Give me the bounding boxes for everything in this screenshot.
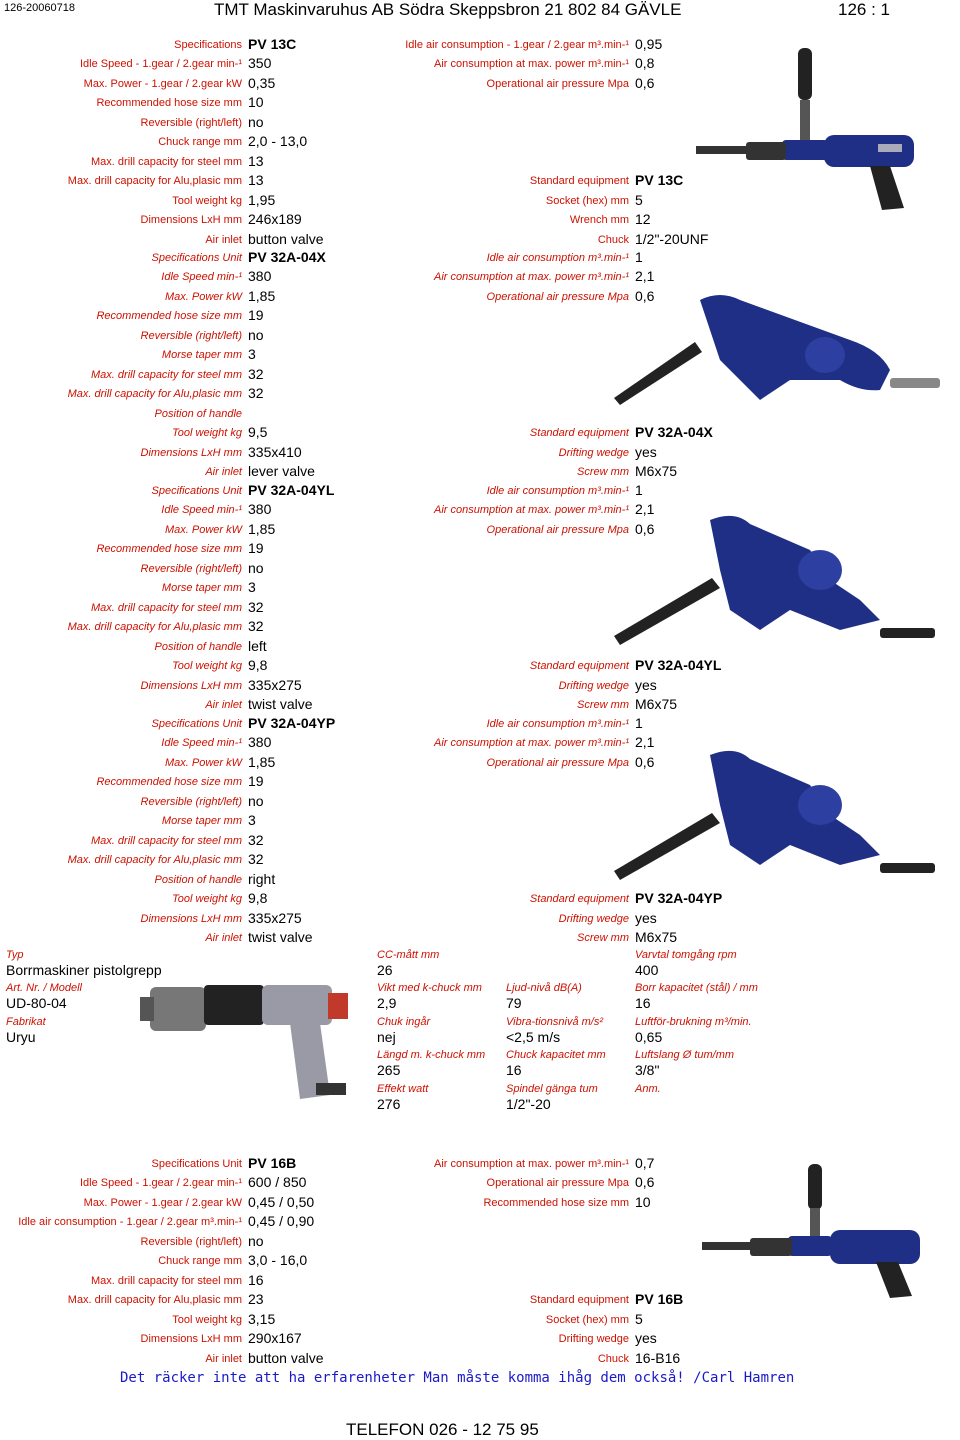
luftslang-label: Luftslang Ø tum/mm [635, 1049, 735, 1061]
pv32yp-spec-label: Reversible (right/left) [140, 795, 242, 808]
pv13c-right-value: 0,8 [635, 55, 655, 72]
anm-label: Anm. [635, 1083, 661, 1095]
pv32x-spec-value: 32 [248, 365, 264, 382]
pv16b-spec-label: Specifications Unit [151, 1158, 242, 1170]
pv32yl-spec-label: Air inlet [205, 698, 242, 711]
pv32yp-spec-label: Specifications Unit [151, 718, 242, 730]
pv32yl-spec-label: Max. drill capacity for steel mm [91, 601, 242, 614]
pv32yp-right-value: 2,1 [635, 734, 655, 751]
pv13c-spec-value: 246x189 [248, 211, 302, 228]
pv16b-right-label: Recommended hose size mm [483, 1196, 629, 1209]
pv13c-right-label: Wrench mm [569, 214, 629, 227]
pv32x-right-value: 1 [635, 249, 643, 265]
pv16b-spec-label: Reversible (right/left) [140, 1235, 242, 1248]
art-value: UD-80-04 [6, 995, 67, 1011]
pv32yl-right-value: yes [635, 676, 657, 693]
pv32yp-spec-value: twist valve [248, 928, 313, 945]
pv32yl-spec-label: Specifications Unit [151, 485, 242, 497]
pv16b-spec-label: Dimensions LxH mm [140, 1333, 242, 1346]
varvtal-label: Varvtal tomgång rpm [635, 949, 737, 961]
pv16b-spec-value: no [248, 1232, 264, 1249]
pv16b-spec-value: 600 / 850 [248, 1174, 307, 1191]
pv13c-right-label: Socket (hex) mm [545, 194, 629, 207]
ljud-label: Ljud-nivå dB(A) [506, 982, 582, 994]
pv32yp-spec-label: Position of handle [154, 873, 242, 886]
varvtal-value: 400 [635, 962, 659, 978]
pv32yl-spec-label: Dimensions LxH mm [140, 679, 242, 692]
pv16b-right-value: 5 [635, 1310, 643, 1327]
pv32x-spec-label: Specifications Unit [151, 252, 242, 264]
pv32yl-right-label: Screw mm [577, 698, 629, 711]
pv32yl-spec-label: Morse taper mm [161, 582, 242, 595]
pv16b-spec-value: 3,15 [248, 1310, 276, 1327]
pv16b-right-value: 16-B16 [635, 1349, 681, 1366]
page-number: 126 : 1 [838, 0, 890, 19]
pv32yp-right-label: Idle air consumption m³.min-¹ [486, 718, 629, 730]
typ-value: Borrmaskiner pistolgrepp [6, 962, 162, 978]
pv13c-spec-label: Reversible (right/left) [140, 116, 242, 129]
typ-label: Typ [6, 949, 24, 961]
pv13c-spec-label: Max. Power - 1.gear / 2.gear kW [83, 77, 242, 90]
pv32x-spec-label: Morse taper mm [161, 349, 242, 362]
pv32yl-right-label: Operational air pressure Mpa [486, 523, 629, 536]
pv32x-right-label: Screw mm [577, 465, 629, 478]
pv32yl-right-value: PV 32A-04YL [635, 657, 722, 674]
chuk-label: Chuk ingår [377, 1016, 431, 1028]
pv32yl-spec-label: Reversible (right/left) [140, 562, 242, 575]
pv32yl-right-value: 0,6 [635, 520, 655, 537]
pv16b-spec-value: 290x167 [248, 1330, 302, 1347]
pv32yp-spec-label: Tool weight kg [172, 893, 242, 906]
pv32yl-spec-label: Position of handle [154, 640, 242, 653]
pv13c-right-value: 12 [635, 211, 651, 228]
pv16b-right-label: Air consumption at max. power m³.min-¹ [434, 1158, 629, 1170]
pv32yl-spec-label: Tool weight kg [172, 660, 242, 673]
pv32yl-right-label: Idle air consumption m³.min-¹ [486, 485, 629, 497]
pv13c-spec-value: no [248, 113, 264, 130]
pv13c-drill-image [690, 40, 960, 215]
pv16b-right-value: 0,7 [635, 1155, 655, 1171]
pv16b-right-value: PV 16B [635, 1291, 684, 1308]
pv13c-right-label: Idle air consumption - 1.gear / 2.gear m³.min-¹ [405, 39, 629, 51]
ljud-value: 79 [506, 995, 522, 1011]
pv13c-spec-label: Max. drill capacity for steel mm [91, 155, 242, 168]
langd-label: Längd m. k-chuck mm [377, 1049, 486, 1061]
pv32x-spec-label: Max. drill capacity for Alu,plasic mm [67, 388, 242, 401]
pv32yp-spec-label: Morse taper mm [161, 815, 242, 828]
pv13c-spec-value: button valve [248, 230, 324, 247]
pv32yl-spec-value: twist valve [248, 695, 313, 712]
pv32yl-spec-label: Max. drill capacity for Alu,plasic mm [67, 621, 242, 634]
pv32yl-spec-value: 335x275 [248, 676, 302, 693]
pv32yp-spec-value: 3 [248, 812, 256, 829]
langd-value: 265 [377, 1062, 401, 1078]
pv32yl-right-value: 1 [635, 482, 643, 498]
pv32x-right-label: Standard equipment [529, 427, 629, 440]
pv16b-spec-value: 16 [248, 1271, 264, 1288]
cc-label: CC-mått mm [377, 949, 440, 961]
pv32x-spec-value: 9,5 [248, 424, 268, 441]
pv13c-spec-value: 1,95 [248, 191, 276, 208]
pv16b-spec-label: Tool weight kg [172, 1313, 242, 1326]
pv32yp-spec-label: Air inlet [205, 931, 242, 944]
pv32x-drill-image [590, 280, 950, 420]
pv16b-right-label: Standard equipment [529, 1294, 629, 1307]
cc-value: 26 [377, 962, 393, 978]
pv16b-right-value: 0,6 [635, 1174, 655, 1191]
pv32yp-spec-label: Recommended hose size mm [96, 776, 242, 789]
ud-80-04-drill-image [140, 975, 360, 1110]
pv32x-spec-label: Dimensions LxH mm [140, 446, 242, 459]
pv13c-spec-label: Recommended hose size mm [96, 97, 242, 110]
pv32yl-spec-value: 3 [248, 579, 256, 596]
luftforbrukning-value: 0,65 [635, 1029, 663, 1045]
pv13c-spec-label: Idle Speed - 1.gear / 2.gear min-¹ [79, 58, 242, 71]
pv13c-spec-label: Air inlet [205, 233, 242, 246]
pv16b-spec-label: Idle air consumption - 1.gear / 2.gear m³.min-¹ [18, 1216, 242, 1229]
pv32yp-spec-label: Max. drill capacity for Alu,plasic mm [67, 854, 242, 867]
pv32yl-right-value: M6x75 [635, 695, 678, 712]
pv32yp-spec-value: right [248, 870, 276, 887]
pv13c-spec-label: Max. drill capacity for Alu,plasic mm [67, 175, 242, 188]
pv32x-spec-label: Tool weight kg [172, 427, 242, 440]
pv13c-spec-label: Tool weight kg [172, 194, 242, 207]
pv32yp-right-value: 0,6 [635, 753, 655, 770]
pv32x-spec-label: Reversible (right/left) [140, 329, 242, 342]
pv16b-spec-label: Max. drill capacity for steel mm [91, 1274, 242, 1287]
pv32x-spec-label: Idle Speed min-¹ [161, 271, 242, 284]
pv32yl-spec-label: Idle Speed min-¹ [161, 504, 242, 517]
pv32yp-right-value: yes [635, 909, 657, 926]
pv32yp-spec-value: 19 [248, 773, 264, 790]
pv32x-spec-value: 1,85 [248, 287, 276, 304]
chuck-kapacitet-label: Chuck kapacitet mm [506, 1049, 606, 1061]
pv16b-spec-value: 3,0 - 16,0 [248, 1252, 308, 1269]
pv32yl-right-label: Drifting wedge [558, 679, 629, 692]
pv32yl-spec-value: 1,85 [248, 520, 276, 537]
pv32x-spec-value: 380 [248, 268, 272, 285]
pv32x-right-label: Operational air pressure Mpa [486, 290, 629, 303]
pv13c-right-value: 0,6 [635, 74, 655, 91]
pv13c-right-value: 0,95 [635, 36, 663, 52]
pv32x-spec-value: lever valve [248, 462, 315, 479]
pv32yp-spec-value: 32 [248, 851, 264, 868]
effekt-label: Effekt watt [377, 1083, 429, 1095]
effekt-value: 276 [377, 1096, 401, 1112]
pv32yl-spec-value: 32 [248, 598, 264, 615]
borr-kapacitet-value: 16 [635, 995, 651, 1011]
pv16b-right-label: Socket (hex) mm [545, 1313, 629, 1326]
pv13c-spec-value: 2,0 - 13,0 [248, 133, 308, 150]
pv32yp-spec-label: Idle Speed min-¹ [161, 737, 242, 750]
pv13c-spec-value: PV 13C [248, 36, 297, 52]
luftslang-value: 3/8" [635, 1062, 660, 1078]
pv16b-spec-value: 0,45 / 0,50 [248, 1193, 315, 1210]
pv32x-spec-value: 3 [248, 346, 256, 363]
pv16b-spec-value: button valve [248, 1349, 324, 1366]
pv32yp-right-label: Screw mm [577, 931, 629, 944]
pv32yp-spec-value: 1,85 [248, 753, 276, 770]
pv13c-spec-value: 10 [248, 94, 264, 111]
pv32yl-spec-label: Max. Power kW [164, 523, 242, 536]
pv32x-spec-label: Recommended hose size mm [96, 310, 242, 323]
pv13c-right-label: Standard equipment [529, 175, 629, 188]
quote-text: Det räcker inte att ha erfarenheter Man måste komma ihåg dem också! /Carl Hamren [120, 1370, 795, 1386]
pv32yl-right-value: 2,1 [635, 501, 655, 518]
pv13c-spec-value: 0,35 [248, 74, 276, 91]
pv32yl-spec-value: 19 [248, 540, 264, 557]
pv16b-right-label: Drifting wedge [558, 1333, 629, 1346]
pv32yp-right-label: Standard equipment [529, 893, 629, 906]
pv13c-right-value: 1/2"-20UNF [635, 230, 709, 247]
pv32x-spec-value: 32 [248, 385, 264, 402]
pv16b-spec-label: Max. drill capacity for Alu,plasic mm [67, 1294, 242, 1307]
pv13c-right-value: PV 13C [635, 172, 684, 189]
pv32x-right-label: Air consumption at max. power m³.min-¹ [434, 271, 629, 284]
pv16b-right-label: Operational air pressure Mpa [486, 1177, 629, 1190]
pv32yl-spec-value: left [248, 637, 267, 654]
pv32yp-right-value: PV 32A-04YP [635, 890, 723, 907]
pv16b-right-value: yes [635, 1330, 657, 1347]
pv13c-right-label: Chuck [597, 233, 629, 246]
pv32yl-right-label: Air consumption at max. power m³.min-¹ [434, 504, 629, 517]
chuk-value: nej [377, 1029, 396, 1045]
pv32x-spec-label: Max. Power kW [164, 290, 242, 303]
pv32yl-spec-value: 9,8 [248, 657, 268, 674]
pv32yl-spec-value: no [248, 559, 264, 576]
pv16b-spec-label: Chuck range mm [158, 1255, 242, 1268]
pv32x-spec-value: 19 [248, 307, 264, 324]
page-title: TMT Maskinvaruhus AB Södra Skeppsbron 21 802 84 GÄVLE [214, 0, 682, 19]
pv13c-spec-value: 350 [248, 55, 272, 72]
pv16b-spec-value: PV 16B [248, 1155, 297, 1171]
pv13c-spec-label: Dimensions LxH mm [140, 214, 242, 227]
pv13c-spec-label: Chuck range mm [158, 136, 242, 149]
pv32yl-drill-image [590, 510, 950, 660]
pv16b-spec-label: Air inlet [205, 1352, 242, 1365]
document-code: 126-20060718 [4, 2, 75, 14]
pv16b-spec-value: 0,45 / 0,90 [248, 1213, 315, 1230]
pv13c-spec-value: 13 [248, 152, 264, 169]
pv32yp-right-value: M6x75 [635, 928, 678, 945]
pv32yp-spec-value: 335x275 [248, 909, 302, 926]
borr-kapacitet-label: Borr kapacitet (stål) / mm [635, 982, 758, 994]
pv32yp-spec-value: no [248, 792, 264, 809]
pv32yl-spec-value: 380 [248, 501, 272, 518]
pv13c-right-label: Air consumption at max. power m³.min-¹ [434, 58, 629, 71]
pv32x-right-label: Idle air consumption m³.min-¹ [486, 252, 629, 264]
pv32yl-right-label: Standard equipment [529, 660, 629, 673]
chuck-kapacitet-value: 16 [506, 1062, 522, 1078]
pv16b-drill-image [700, 1160, 950, 1300]
pv32yp-spec-label: Max. Power kW [164, 756, 242, 769]
fabrikat-value: Uryu [6, 1029, 36, 1045]
pv32x-spec-label: Max. drill capacity for steel mm [91, 368, 242, 381]
pv32yp-spec-value: 9,8 [248, 890, 268, 907]
pv32yl-spec-label: Recommended hose size mm [96, 543, 242, 556]
fabrikat-label: Fabrikat [6, 1016, 46, 1028]
pv32yl-spec-value: 32 [248, 618, 264, 635]
pv16b-right-label: Chuck [597, 1352, 629, 1365]
pv32yp-right-label: Air consumption at max. power m³.min-¹ [434, 737, 629, 750]
pv32x-right-label: Drifting wedge [558, 446, 629, 459]
pv13c-right-value: 5 [635, 191, 643, 208]
pv32x-spec-value: 335x410 [248, 443, 302, 460]
vibra-label: Vibra-tionsnivå m/s² [506, 1016, 603, 1028]
pv32x-spec-value: PV 32A-04X [248, 249, 326, 265]
art-label: Art. Nr. / Modell [6, 982, 82, 994]
pv32yp-right-label: Operational air pressure Mpa [486, 756, 629, 769]
vikt-label: Vikt med k-chuck mm [377, 982, 482, 994]
pv32yp-spec-value: 380 [248, 734, 272, 751]
pv16b-spec-value: 23 [248, 1291, 264, 1308]
pv13c-right-label: Operational air pressure Mpa [486, 77, 629, 90]
pv13c-spec-value: 13 [248, 172, 264, 189]
pv32yp-right-value: 1 [635, 715, 643, 731]
vibra-value: <2,5 m/s [506, 1029, 561, 1045]
pv32x-spec-value: no [248, 326, 264, 343]
pv13c-spec-label: Specifications [174, 39, 242, 51]
pv32yp-spec-value: 32 [248, 831, 264, 848]
pv32yp-drill-image [590, 745, 950, 895]
pv32x-right-value: 0,6 [635, 287, 655, 304]
spindel-value: 1/2"-20 [506, 1096, 551, 1112]
pv32x-right-value: 2,1 [635, 268, 655, 285]
pv32yp-right-label: Drifting wedge [558, 912, 629, 925]
phone-number: TELEFON 026 - 12 75 95 [346, 1420, 539, 1439]
spindel-label: Spindel gänga tum [506, 1083, 598, 1095]
pv16b-spec-label: Max. Power - 1.gear / 2.gear kW [83, 1196, 242, 1209]
pv16b-right-value: 10 [635, 1193, 651, 1210]
pv32x-right-value: yes [635, 443, 657, 460]
pv32x-spec-label: Position of handle [154, 407, 242, 420]
pv16b-spec-label: Idle Speed - 1.gear / 2.gear min-¹ [79, 1177, 242, 1190]
pv32yp-spec-label: Dimensions LxH mm [140, 912, 242, 925]
pv32x-spec-label: Air inlet [205, 465, 242, 478]
pv32yl-spec-value: PV 32A-04YL [248, 482, 335, 498]
pv32x-right-value: PV 32A-04X [635, 424, 713, 441]
vikt-value: 2,9 [377, 995, 397, 1011]
luftforbrukning-label: Luftför-brukning m³/min. [635, 1016, 752, 1028]
pv32yp-spec-value: PV 32A-04YP [248, 715, 336, 731]
pv32yp-spec-label: Max. drill capacity for steel mm [91, 834, 242, 847]
pv32x-right-value: M6x75 [635, 462, 678, 479]
